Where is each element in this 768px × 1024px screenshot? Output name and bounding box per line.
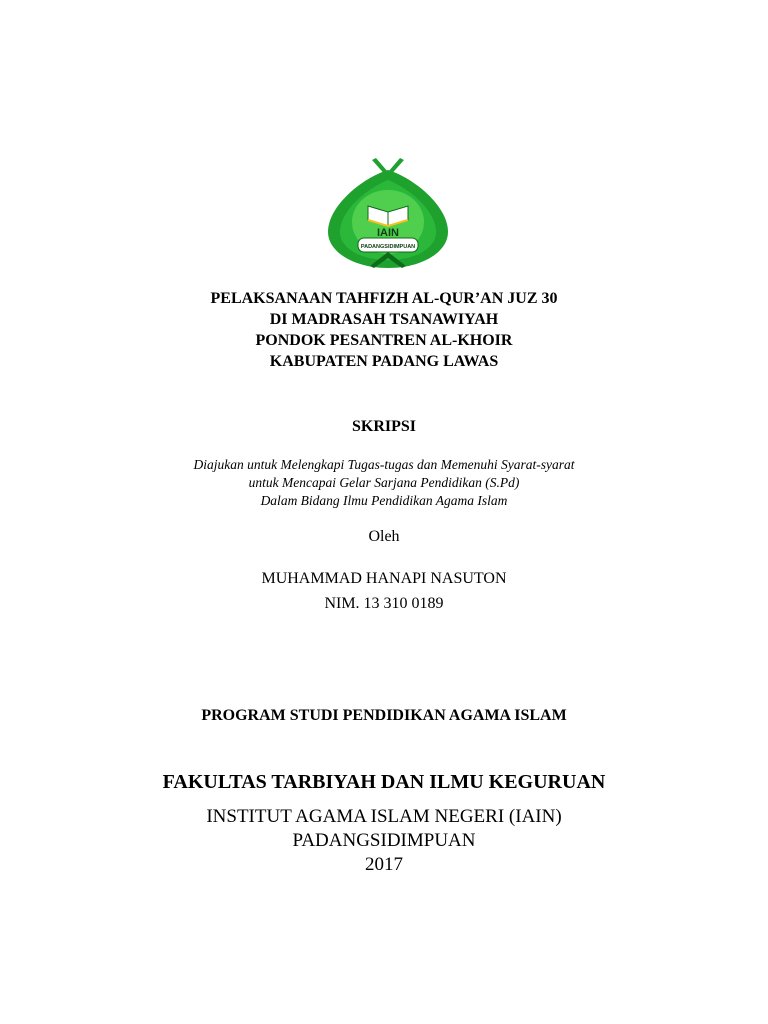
faculty-name: FAKULTAS TARBIYAH DAN ILMU KEGURUAN — [162, 771, 606, 793]
document-type: SKRIPSI — [351, 418, 417, 435]
iain-logo — [318, 156, 458, 270]
author-nim: NIM. 13 310 0189 — [324, 595, 444, 612]
logo-subtext: PADANGSIDIMPUAN — [360, 244, 416, 250]
institute-line-2: PADANGSIDIMPUAN — [292, 830, 476, 851]
title-line-4: KABUPATEN PADANG LAWAS — [269, 353, 499, 370]
study-program: PROGRAM STUDI PENDIDIKAN AGAMA ISLAM — [201, 707, 567, 724]
title-line-3: PONDOK PESANTREN AL-KHOIR — [255, 332, 513, 349]
purpose-line-1: Diajukan untuk Melengkapi Tugas-tugas dan Memenuhi Syarat-syarat — [193, 457, 575, 472]
purpose-line-3: Dalam Bidang Ilmu Pendidikan Agama Islam — [260, 493, 508, 508]
year: 2017 — [365, 854, 403, 875]
title-line-2: DI MADRASAH TSANAWIYAH — [269, 311, 499, 328]
logo-text: IAIN — [377, 227, 399, 239]
author-name: MUHAMMAD HANAPI NASUTON — [261, 570, 507, 587]
by-label: Oleh — [368, 528, 400, 545]
title-line-1: PELAKSANAAN TAHFIZH AL-QUR’AN JUZ 30 — [210, 290, 558, 307]
institute-line-1: INSTITUT AGAMA ISLAM NEGERI (IAIN) — [206, 806, 562, 827]
purpose-line-2: untuk Mencapai Gelar Sarjana Pendidikan (S.Pd) — [248, 475, 520, 490]
